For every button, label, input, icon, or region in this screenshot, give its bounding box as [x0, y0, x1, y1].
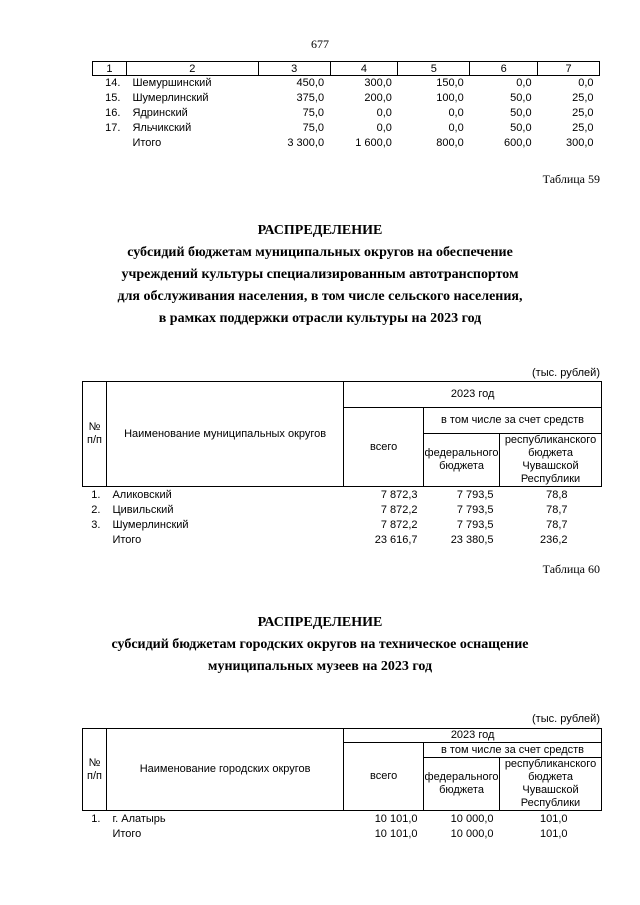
row-value: 78,8: [546, 488, 568, 501]
top-table-header-row: [93, 62, 600, 76]
table-row: [93, 91, 600, 106]
row-index: 2.: [91, 504, 101, 516]
header-republic: республиканского бюджета Чувашской Республики: [500, 434, 602, 487]
header-name: Наименование муниципальных округов: [106, 382, 343, 487]
row-value: 600,0: [504, 137, 532, 149]
header-total: всего: [344, 743, 424, 811]
row-value: 10 101,0: [374, 812, 418, 825]
header-num: № п/п: [83, 729, 107, 811]
row-index: 3.: [91, 519, 101, 531]
heading-line: муниципальных музеев на 2023 год: [207, 659, 433, 674]
header-num: № п/п: [83, 382, 107, 487]
heading-line: учреждений культуры специализированным автотранспортом: [121, 267, 519, 282]
row-name: Итого: [112, 534, 142, 546]
row-value: 78,7: [546, 519, 568, 531]
top-table: [92, 61, 600, 151]
table-row: [83, 487, 602, 503]
row-name: Итого: [112, 828, 142, 840]
row-value: 0,0: [376, 122, 392, 134]
top-table-header-cell: 3: [258, 62, 330, 76]
row-value: 50,0: [510, 92, 532, 104]
heading-line: РАСПРЕДЕЛЕНИЕ: [257, 615, 383, 630]
heading-line: субсидий бюджетам муниципальных округов на обеспечение: [127, 245, 513, 260]
header-total: всего: [344, 408, 424, 487]
row-name: г. Алатырь: [112, 812, 166, 825]
row-name: Шумерлинский: [112, 519, 189, 531]
row-value: 0,0: [376, 107, 392, 119]
row-value: 25,0: [572, 107, 594, 119]
table-60-units: (тыс. рублей): [532, 713, 600, 725]
table-row: [83, 811, 602, 827]
table-row-total: [83, 533, 602, 548]
row-index: [83, 533, 107, 548]
top-table-header-cell: 1: [93, 62, 127, 76]
header-republic: республиканского бюджета Чувашской Республики: [500, 758, 602, 811]
row-value: 78,7: [546, 504, 568, 516]
row-value: 0,0: [578, 77, 594, 90]
row-value: 7 793,5: [456, 519, 494, 531]
row-value: 25,0: [572, 92, 594, 104]
table-59-heading: [0, 220, 640, 330]
row-value: 23 616,7: [374, 534, 418, 546]
header-incl: в том числе за счет средств: [424, 743, 602, 758]
row-name: Яльчикский: [132, 122, 192, 134]
table-row: [83, 518, 602, 533]
row-value: 7 872,2: [380, 519, 418, 531]
heading-line: РАСПРЕДЕЛЕНИЕ: [257, 223, 383, 238]
row-value: 300,0: [364, 77, 392, 90]
row-value: 0,0: [448, 122, 464, 134]
table-row-total: [93, 136, 600, 151]
row-value: 7 872,2: [380, 504, 418, 516]
row-value: 23 380,5: [450, 534, 494, 546]
heading-line: субсидий бюджетам городских округов на техническое оснащение: [111, 637, 529, 652]
row-index: 1.: [91, 812, 101, 825]
row-name: Аликовский: [112, 488, 172, 501]
page-number: 677: [311, 37, 329, 51]
row-name: Цивильский: [112, 504, 174, 516]
header-year: 2023 год: [344, 382, 602, 408]
row-value: 75,0: [302, 122, 325, 134]
heading-line: в рамках поддержки отрасли культуры на 2023 год: [158, 311, 482, 326]
row-value: 375,0: [296, 92, 325, 104]
row-name: Итого: [132, 137, 162, 149]
header-year: 2023 год: [344, 729, 602, 743]
row-value: 800,0: [436, 137, 464, 149]
row-value: 50,0: [510, 122, 532, 134]
header-federal: федерального бюджета: [424, 758, 500, 811]
table-60-heading: [0, 612, 640, 678]
row-value: 75,0: [302, 107, 325, 119]
row-value: 0,0: [516, 77, 532, 90]
table-row: [83, 503, 602, 518]
row-value: 101,0: [539, 828, 568, 840]
top-table-header-cell: 7: [538, 62, 600, 76]
row-name: Шумерлинский: [132, 92, 209, 104]
row-value: 7 872,3: [380, 488, 418, 501]
row-index: 14.: [105, 77, 121, 90]
top-table-header-cell: 2: [126, 62, 258, 76]
row-index: [93, 136, 127, 151]
table-60: [82, 728, 602, 842]
row-name: Шемуршинский: [132, 77, 212, 90]
row-value: 100,0: [436, 92, 464, 104]
top-table-header-cell: 6: [470, 62, 538, 76]
row-value: 150,0: [436, 77, 464, 90]
row-value: 10 000,0: [450, 828, 494, 840]
row-index: 17.: [105, 122, 121, 134]
row-value: 10 000,0: [450, 812, 494, 825]
row-value: 10 101,0: [374, 828, 418, 840]
row-value: 1 600,0: [355, 137, 392, 149]
row-value: 3 300,0: [287, 137, 325, 149]
top-table-header-cell: 4: [330, 62, 398, 76]
row-value: 450,0: [296, 77, 325, 90]
row-value: 7 793,5: [456, 504, 494, 516]
row-value: 7 793,5: [456, 488, 494, 501]
table-59-label: Таблица 59: [542, 172, 600, 186]
row-index: 15.: [105, 92, 121, 104]
table-row-total: [83, 827, 602, 842]
header-federal: федерального бюджета: [424, 434, 500, 487]
row-value: 101,0: [539, 812, 568, 825]
heading-line: для обслуживания населения, в том числе сельского населения,: [117, 289, 523, 304]
row-value: 200,0: [364, 92, 392, 104]
header-incl: в том числе за счет средств: [424, 408, 602, 434]
table-59-units: (тыс. рублей): [532, 367, 600, 379]
row-value: 300,0: [565, 137, 594, 149]
row-name: Ядринский: [132, 107, 188, 119]
table-row: [93, 106, 600, 121]
row-index: [83, 827, 107, 842]
row-index: 1.: [91, 488, 101, 501]
row-value: 25,0: [572, 122, 594, 134]
row-value: 236,2: [539, 534, 568, 546]
table-row: [93, 76, 600, 91]
row-value: 0,0: [448, 107, 464, 119]
header-name: Наименование городских округов: [106, 729, 343, 811]
table-59: [82, 381, 602, 548]
table-60-label: Таблица 60: [542, 562, 600, 576]
row-value: 50,0: [510, 107, 532, 119]
table-row: [93, 121, 600, 136]
top-table-header-cell: 5: [398, 62, 470, 76]
row-index: 16.: [105, 107, 121, 119]
